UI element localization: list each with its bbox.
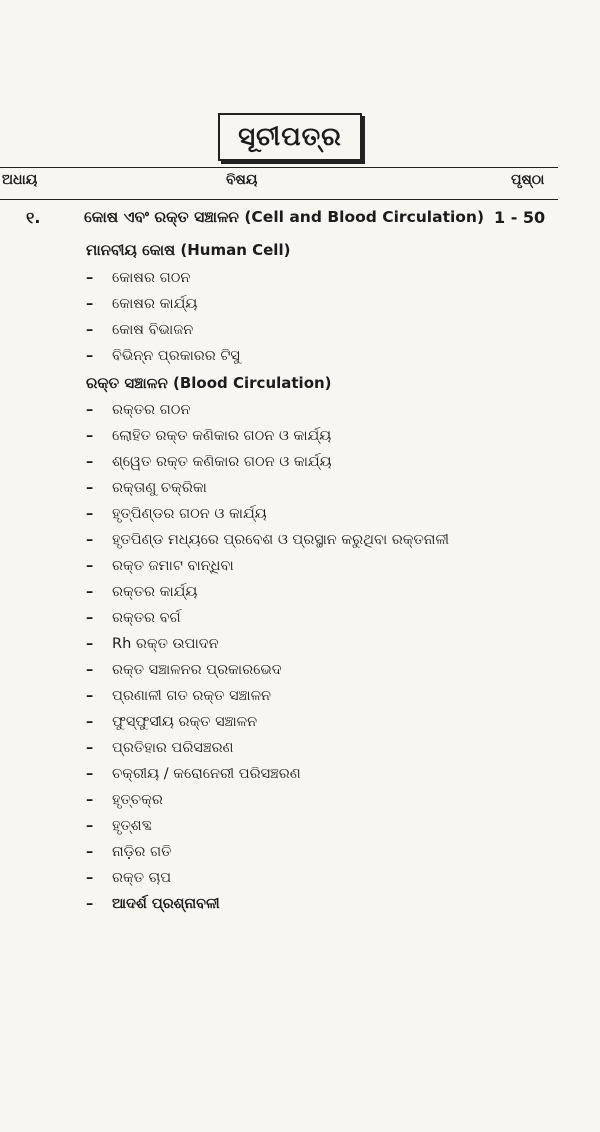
list-dash: – (86, 584, 94, 600)
section-title-blood-circulation: ରକ୍ତ ସଞ୍ଚାଳନ (Blood Circulation) (86, 374, 332, 392)
list-item (86, 610, 556, 634)
column-header-chapter: ଅଧାୟ (2, 172, 38, 188)
list-item-text: Rh ରକ୍ତ ଉପାଦନ (112, 636, 219, 652)
list-item-text: ଆଦର୍ଶ ପ୍ରଶ୍ନାବଳୀ (112, 896, 220, 912)
list-dash: – (86, 818, 94, 834)
list-item-text: ରକ୍ତର କାର୍ଯ୍ୟ (112, 584, 198, 600)
list-item-text: ରକ୍ତ ଜମାଟ ବାନ୍ଧିବା (112, 558, 234, 574)
list-dash: – (86, 896, 94, 912)
list-dash: – (86, 506, 94, 522)
header-top-rule (0, 167, 558, 168)
list-item (86, 348, 556, 372)
list-item-text: ହୃତ୍‌ଶବ୍ଦ (112, 818, 152, 834)
list-item-text: ଫୁସ୍‌ଫୁସୀୟ ରକ୍ତ ସଞ୍ଚାଳନ (112, 714, 258, 730)
list-item-text: ରକ୍ତ ସଞ୍ଚାଳନର ପ୍ରକାରଭେଦ (112, 662, 282, 678)
list-dash: – (86, 844, 94, 860)
list-dash: – (86, 766, 94, 782)
list-item (86, 322, 556, 346)
column-header-page: ପୃଷ୍ଠା (511, 172, 545, 188)
list-dash: – (86, 428, 94, 444)
chapter-pages: 1 - 50 (494, 208, 546, 227)
list-item-text: ଚକ୍ରୀୟ / କରୋନେରୀ ପରିସଞ୍ଚରଣ (112, 766, 301, 782)
list-dash: – (86, 296, 94, 312)
list-dash: – (86, 454, 94, 470)
list-item-text: ପ୍ରଣାଳୀ ଗତ ରକ୍ତ ସଞ୍ଚାଳନ (112, 688, 272, 704)
list-item (86, 896, 556, 920)
list-dash: – (86, 714, 94, 730)
list-item-text: ଲୋହିତ ରକ୍ତ କଣିକାର ଗଠନ ଓ କାର୍ଯ୍ୟ (112, 428, 332, 444)
list-item (86, 402, 556, 426)
list-item-text: ଶ୍ୱେତ ରକ୍ତ କଣିକାର ଗଠନ ଓ କାର୍ଯ୍ୟ (112, 454, 332, 470)
list-dash: – (86, 610, 94, 626)
list-item-text: ବିଭିନ୍ନ ପ୍ରକାରର ଟିସୁ (112, 348, 240, 364)
list-item-text: ରକ୍ତର ଗଠନ (112, 402, 191, 418)
list-item (86, 688, 556, 712)
chapter-number: ୧. (26, 208, 41, 227)
list-item (86, 662, 556, 686)
list-dash: – (86, 348, 94, 364)
list-dash: – (86, 740, 94, 756)
list-item-text: ହୃତ୍‌ପିଣ୍ଡର ଗଠନ ଓ କାର୍ଯ୍ୟ (112, 506, 267, 522)
list-dash: – (86, 636, 94, 652)
list-item-text: ନାଡ଼ିର ଗତି (112, 844, 172, 860)
list-dash: – (86, 402, 94, 418)
list-dash: – (86, 532, 94, 548)
section-title-human-cell: ମାନବୀୟ କୋଷ (Human Cell) (86, 241, 291, 259)
list-dash: – (86, 870, 94, 886)
list-item (86, 506, 556, 530)
list-item-text: ରକ୍ତ ଚାପ (112, 870, 172, 886)
list-item-text: କୋଷର ଗଠନ (112, 270, 191, 286)
list-item (86, 270, 556, 294)
list-dash: – (86, 270, 94, 286)
list-item (86, 844, 556, 868)
list-item-text: କୋଷ ବିଭାଜନ (112, 322, 194, 338)
list-item (86, 428, 556, 452)
chapter-row (0, 206, 560, 232)
list-item (86, 532, 556, 556)
chapter-title: କୋଷ ଏବଂ ରକ୍ତ ସଞ୍ଚାଳନ (Cell and Blood Circulation) (84, 208, 485, 226)
list-item-text: କୋଷର କାର୍ଯ୍ୟ (112, 296, 198, 312)
list-item (86, 584, 556, 608)
column-header-subject: ବିଷୟ (226, 172, 258, 188)
list-item (86, 740, 556, 764)
list-dash: – (86, 322, 94, 338)
list-item (86, 792, 556, 816)
list-dash: – (86, 480, 94, 496)
list-item (86, 870, 556, 894)
list-item-text: ରକ୍ତର ବର୍ଗ (112, 610, 181, 626)
list-item-text: ହୃତପିଣ୍ଡ ମଧ୍ୟରେ ପ୍ରବେଶ ଓ ପ୍ରସ୍ଥାନ କରୁଥିବା ରକ୍ତନାଳୀ (112, 532, 450, 548)
list-item (86, 296, 556, 320)
list-dash: – (86, 688, 94, 704)
list-item (86, 766, 556, 790)
list-dash: – (86, 792, 94, 808)
header-bottom-rule (0, 199, 558, 200)
list-item (86, 818, 556, 842)
list-item-text: ହୃତ୍‌ଚକ୍ର (112, 792, 163, 808)
list-item (86, 714, 556, 738)
list-item (86, 480, 556, 504)
list-item (86, 636, 556, 660)
list-dash: – (86, 558, 94, 574)
list-item-text: ପ୍ରତିହାର ପରିସଞ୍ଚରଣ (112, 740, 234, 756)
list-item (86, 558, 556, 582)
list-item (86, 454, 556, 478)
list-item-text: ରକ୍ତାଣୁ ଚକ୍ରିକା (112, 480, 207, 496)
page-title: ସୂଚୀପତ୍ର (218, 113, 362, 161)
list-dash: – (86, 662, 94, 678)
